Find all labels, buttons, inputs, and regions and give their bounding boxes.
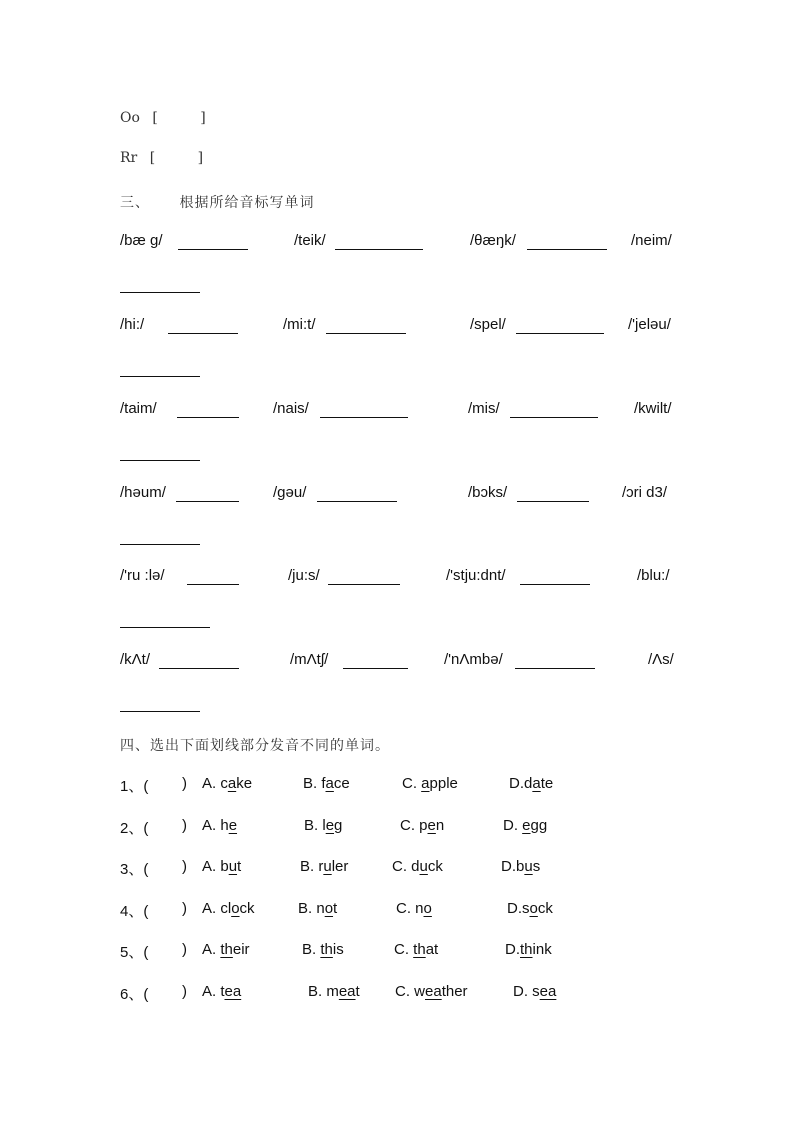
answer-slot[interactable] <box>154 858 180 876</box>
question-number: 4、( <box>120 903 149 920</box>
option-text: s <box>532 858 541 875</box>
option-c[interactable] <box>395 983 468 1000</box>
underlined-letters: u <box>228 858 238 875</box>
answer-blank[interactable] <box>317 489 397 502</box>
underlined-letters: u <box>524 858 533 875</box>
answer-blank[interactable] <box>326 321 406 334</box>
option-text: C. <box>394 941 414 958</box>
question-close-paren: ) <box>182 900 187 917</box>
phonetic-label: /'nΛmbə/ <box>444 651 503 668</box>
option-a[interactable] <box>202 858 241 875</box>
underlined-letters: ea <box>338 983 356 1000</box>
underlined-letters: o <box>231 900 240 917</box>
option-text: t <box>237 858 242 875</box>
option-d[interactable] <box>505 941 552 958</box>
phonetic-label: /taim/ <box>120 400 157 417</box>
option-text: ke <box>236 775 253 792</box>
question-number: 1、( <box>120 778 149 795</box>
phonetic-label: /kwilt/ <box>634 400 672 417</box>
option-c[interactable] <box>392 858 443 875</box>
phonetic-label: /blu:/ <box>637 567 670 584</box>
option-text: D.s <box>507 900 530 917</box>
underlined-letters: u <box>419 858 428 875</box>
option-text: C. n <box>396 900 424 917</box>
answer-blank[interactable] <box>517 489 589 502</box>
phonetic-label: /nais/ <box>273 400 309 417</box>
letter-row-oo <box>120 110 206 126</box>
option-text: ler <box>331 858 349 875</box>
option-c[interactable] <box>402 775 458 792</box>
underlined-letters: th <box>320 941 333 958</box>
question-close-paren: ) <box>182 775 187 792</box>
phonetic-label: /bɔks/ <box>468 484 508 501</box>
underlined-letters: o <box>324 900 334 917</box>
option-text: is <box>332 941 344 958</box>
phonetic-label: /'jeləu/ <box>628 316 671 333</box>
phonetic-label: /ɔri d3/ <box>622 484 668 501</box>
phonetic-label: /'ru :lə/ <box>120 567 165 584</box>
option-text: C. p <box>400 817 428 834</box>
bracket-close: ] <box>197 150 204 166</box>
option-text: A. b <box>202 858 229 875</box>
option-text: ck <box>239 900 255 917</box>
option-text: eir <box>232 941 250 958</box>
question-number: 6、( <box>120 986 149 1003</box>
underlined-letters: a <box>532 775 541 792</box>
option-text: A. c <box>202 775 228 792</box>
answer-blank[interactable] <box>516 321 604 334</box>
option-text: pple <box>429 775 458 792</box>
bracket-open: [ <box>149 150 156 166</box>
answer-blank[interactable] <box>120 532 200 545</box>
option-text: B. l <box>304 817 326 834</box>
underlined-letters: th <box>220 941 233 958</box>
answer-blank[interactable] <box>176 489 239 502</box>
answer-blank[interactable] <box>328 572 400 585</box>
option-text: B. r <box>300 858 324 875</box>
option-a[interactable] <box>202 775 252 792</box>
option-a[interactable] <box>202 983 245 1000</box>
option-b[interactable] <box>300 858 348 875</box>
phonetic-label: /mΛtʃ/ <box>290 651 329 668</box>
option-text: D. s <box>513 983 540 1000</box>
phonetic-label: /hi:/ <box>120 316 145 333</box>
option-c[interactable] <box>394 941 438 958</box>
option-text: D. <box>505 941 520 958</box>
underlined-letters: ea <box>425 983 442 1000</box>
option-b[interactable] <box>303 775 350 792</box>
answer-blank[interactable] <box>187 572 239 585</box>
answer-blank[interactable] <box>178 237 248 250</box>
question-number: 3、( <box>120 861 149 878</box>
answer-blank[interactable] <box>515 656 595 669</box>
underlined-letters: ea <box>224 983 242 1000</box>
question-close-paren: ) <box>182 817 187 834</box>
option-text: C. w <box>395 983 425 1000</box>
option-text: at <box>425 941 439 958</box>
underlined-letters: th <box>520 941 533 958</box>
answer-blank[interactable] <box>159 656 239 669</box>
option-text <box>241 983 245 1000</box>
underlined-letters: a <box>325 775 334 792</box>
option-text: A. t <box>202 983 225 1000</box>
phonetic-label: /spel/ <box>470 316 506 333</box>
letter-pair: Oo <box>120 110 140 126</box>
answer-slot[interactable] <box>154 900 180 918</box>
answer-blank[interactable] <box>168 321 238 334</box>
option-d[interactable] <box>509 775 553 792</box>
option-text: C. <box>402 775 422 792</box>
phonetic-label: /'stju:dnt/ <box>446 567 506 584</box>
question-number: 5、( <box>120 944 149 961</box>
answer-blank[interactable] <box>520 572 590 585</box>
option-text: ck <box>537 900 553 917</box>
phonetic-label: /neim/ <box>631 232 672 249</box>
answer-blank[interactable] <box>120 448 200 461</box>
bracket-close: ] <box>200 110 206 126</box>
answer-blank[interactable] <box>120 615 210 628</box>
answer-slot[interactable] <box>154 817 180 835</box>
option-text: B. n <box>298 900 325 917</box>
option-text: ink <box>532 941 552 958</box>
answer-blank[interactable] <box>120 699 200 712</box>
underlined-letters: e <box>522 817 531 834</box>
option-a[interactable] <box>202 941 250 958</box>
letter-pair: Rr <box>120 150 138 166</box>
bracket-open: [ <box>152 110 158 126</box>
underlined-letters: o <box>529 900 538 917</box>
answer-blank[interactable] <box>320 405 408 418</box>
answer-slot[interactable] <box>154 775 180 793</box>
option-a[interactable] <box>202 900 255 917</box>
question-close-paren: ) <box>182 858 187 875</box>
option-text: D. <box>503 817 523 834</box>
option-text: B. m <box>308 983 339 1000</box>
phonetic-label: /gəu/ <box>273 484 307 501</box>
underlined-letters: ea <box>539 983 557 1000</box>
answer-slot[interactable] <box>154 983 180 1001</box>
answer-blank[interactable] <box>177 405 239 418</box>
underlined-letters: a <box>421 775 430 792</box>
section-title: 根据所给音标写单词 <box>179 195 315 211</box>
option-text: ce <box>333 775 350 792</box>
option-text: n <box>435 817 445 834</box>
option-text: C. d <box>392 858 420 875</box>
option-text: te <box>540 775 554 792</box>
phonetic-label: /kΛt/ <box>120 651 151 668</box>
option-text: D.b <box>501 858 525 875</box>
option-b[interactable] <box>302 941 344 958</box>
phonetic-label: /teik/ <box>294 232 326 249</box>
option-text: t <box>355 983 360 1000</box>
answer-blank[interactable] <box>343 656 408 669</box>
option-text: g <box>334 817 343 834</box>
option-b[interactable] <box>304 817 342 834</box>
option-c[interactable] <box>400 817 444 834</box>
option-d[interactable] <box>507 900 553 917</box>
answer-blank[interactable] <box>527 237 607 250</box>
phonetic-label: /bæ g/ <box>120 232 163 249</box>
option-text: D.d <box>509 775 533 792</box>
option-b[interactable] <box>308 983 360 1000</box>
underlined-letters: o <box>423 900 432 917</box>
underlined-letters: e <box>228 817 238 834</box>
letter-row-rr <box>120 150 203 166</box>
option-text: A. h <box>202 817 229 834</box>
phonetic-label: /həum/ <box>120 484 166 501</box>
answer-blank[interactable] <box>120 364 200 377</box>
underlined-letters: e <box>325 817 335 834</box>
option-text: ck <box>427 858 443 875</box>
option-d[interactable] <box>513 983 556 1000</box>
option-text: ther <box>441 983 468 1000</box>
option-c[interactable] <box>396 900 432 917</box>
option-text: A. cl <box>202 900 232 917</box>
answer-blank[interactable] <box>335 237 423 250</box>
question-close-paren: ) <box>182 941 187 958</box>
phonetic-label: /Λs/ <box>648 651 674 668</box>
option-text: t <box>333 900 338 917</box>
underlined-letters: a <box>227 775 237 792</box>
section-4-heading: 四、选出下面划线部分发音不同的单词。 <box>120 738 390 754</box>
answer-blank[interactable] <box>120 280 200 293</box>
answer-blank[interactable] <box>510 405 598 418</box>
phonetic-label: /mis/ <box>468 400 500 417</box>
phonetic-label: /mi:t/ <box>283 316 316 333</box>
option-b[interactable] <box>298 900 337 917</box>
phonetic-label: /ju:s/ <box>288 567 320 584</box>
option-d[interactable] <box>501 858 540 875</box>
option-text: A. <box>202 941 221 958</box>
question-close-paren: ) <box>182 983 187 1000</box>
underlined-letters: th <box>413 941 426 958</box>
underlined-letters: e <box>427 817 436 834</box>
option-text: B. <box>302 941 321 958</box>
option-text: gg <box>530 817 548 834</box>
underlined-letters: u <box>323 858 332 875</box>
answer-slot[interactable] <box>154 941 180 959</box>
section-3-heading <box>120 192 314 212</box>
option-d[interactable] <box>503 817 547 834</box>
phonetic-label: /θæŋk/ <box>470 232 516 249</box>
question-number: 2、( <box>120 820 149 837</box>
option-text: B. f <box>303 775 326 792</box>
section-number: 三、 <box>120 195 150 211</box>
option-a[interactable] <box>202 817 237 834</box>
